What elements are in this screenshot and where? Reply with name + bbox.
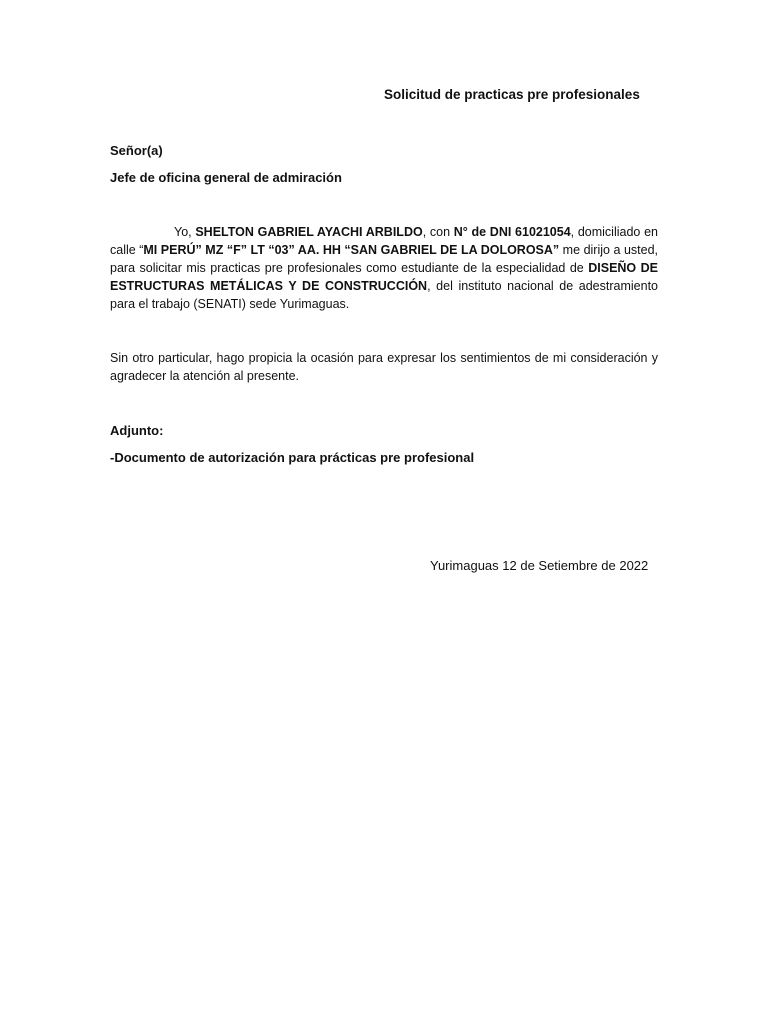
body-paragraph	[110, 223, 658, 313]
applicant-name: SHELTON GABRIEL AYACHI ARBILDO	[195, 225, 423, 239]
attachment-item: -Documento de autorización para prácticas pre profesional	[110, 450, 475, 465]
address: MI PERÚ” MZ “F” LT “03” AA. HH “SAN GABRIEL DE LA DOLOROSA”	[143, 243, 560, 257]
specialty: DISEÑO DE ESTRUCTURAS METÁLICAS Y DE CONSTRUCCIÓN	[110, 261, 658, 293]
place-date: Yurimaguas 12 de Setiembre de 2022	[430, 558, 649, 573]
body-text-3: , domiciliado en calle “	[110, 225, 658, 257]
attachment-label: Adjunto:	[110, 423, 164, 438]
body-text-2: , con	[422, 225, 454, 239]
body-text-4: me dirijo a usted, para solicitar mis practicas pre profesionales como estudiante de la especialidad de	[110, 243, 658, 275]
body-text-5: , del instituto nacional de adestramiento para el trabajo (SENATI) sede Yurimaguas.	[110, 279, 658, 311]
document-title: Solicitud de practicas pre profesionales	[384, 87, 640, 102]
greeting: Señor(a)	[110, 143, 163, 158]
recipient-line: Jefe de oficina general de admiración	[110, 170, 342, 185]
body-text-1: Yo,	[174, 225, 196, 239]
dni-number: N° de DNI 61021054	[453, 225, 571, 239]
closing-paragraph: Sin otro particular, hago propicia la ocasión para expresar los sentimientos de mi consideración y agradecer la atención al presente.	[110, 351, 658, 383]
